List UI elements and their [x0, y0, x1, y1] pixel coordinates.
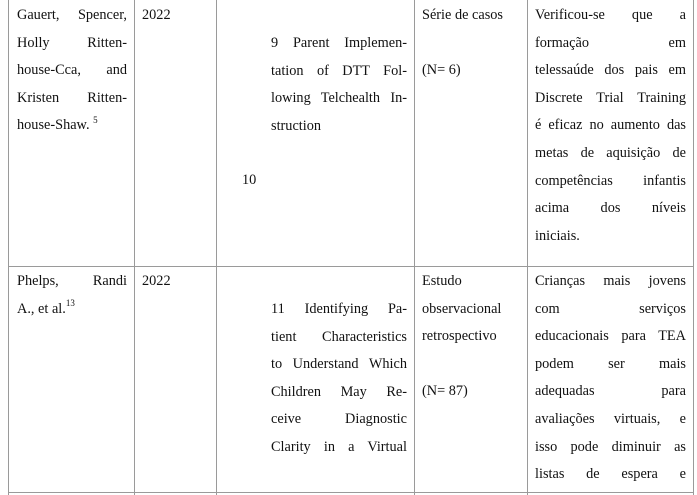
result-line: listas de espera e: [535, 466, 686, 483]
result-line: adequadas para: [535, 383, 686, 400]
author-line: A., et al.: [17, 300, 66, 317]
title-line: tient Characteristics: [271, 328, 407, 345]
design-line: observacional: [422, 300, 502, 317]
result-cell: [535, 2, 686, 250]
year-cell: [142, 268, 171, 296]
result-line: Crianças mais jovens: [535, 273, 686, 289]
design-line: (N= 6): [422, 62, 461, 79]
row-divider: [8, 266, 693, 267]
result-line: com serviços: [535, 300, 686, 317]
column-divider: [527, 0, 528, 495]
title-cell: [271, 30, 407, 140]
author-line: Phelps, Randi: [17, 273, 127, 289]
author-cell: [17, 2, 127, 140]
column-divider: [8, 0, 9, 495]
design-line: Série de casos: [422, 7, 503, 23]
design-cell: [422, 268, 522, 406]
year-cell: [142, 2, 171, 30]
title-line: tation of DTT Fol-: [271, 62, 407, 79]
result-line: Verificou-se que a: [535, 7, 686, 23]
result-line: é eficaz no aumento das: [535, 117, 686, 134]
author-line: Gauert, Spencer,: [17, 7, 127, 23]
column-divider: [414, 0, 415, 495]
title-line: ceive Diagnostic: [271, 411, 407, 428]
result-line: acima dos níveis: [535, 200, 686, 217]
result-line: Discrete Trial Training: [535, 89, 686, 106]
column-divider: [134, 0, 135, 495]
row-divider: [8, 492, 693, 493]
reference-number: 5: [93, 114, 98, 125]
result-line: formação em: [535, 34, 686, 51]
author-line: house-Shaw.: [17, 117, 90, 134]
title-line: struction: [271, 117, 322, 134]
author-line: Holly Ritten-: [17, 34, 127, 51]
title-line: 11 Identifying Pa-: [271, 301, 407, 317]
row-number: 10: [242, 172, 257, 188]
title-line: Clarity in a Virtual: [271, 438, 407, 455]
result-line: podem ser mais: [535, 355, 686, 372]
author-line: Kristen Ritten-: [17, 89, 127, 106]
title-line: to Understand Which: [271, 356, 407, 373]
title-line: 9 Parent Implemen-: [271, 35, 407, 51]
author-cell: [17, 268, 127, 323]
author-line: house-Cca, and: [17, 62, 127, 79]
design-line: Estudo: [422, 273, 462, 289]
design-cell: [422, 2, 522, 85]
year: 2022: [142, 7, 171, 23]
year: 2022: [142, 273, 171, 289]
result-line: telessaúde dos pais em: [535, 62, 686, 79]
title-cell: [271, 296, 407, 462]
result-line: isso pode diminuir as: [535, 438, 686, 455]
result-line: metas de aquisição de: [535, 144, 686, 161]
reference-number: 13: [65, 297, 75, 308]
title-line: Children May Re-: [271, 383, 407, 400]
number-cell: [242, 167, 256, 195]
result-cell: [535, 268, 686, 489]
title-line: lowing Telchealth In-: [271, 90, 407, 107]
result-line: avaliações virtuais, e: [535, 410, 686, 427]
design-line: [422, 30, 522, 58]
design-line: (N= 87): [422, 383, 468, 400]
design-line: retrospectivo: [422, 328, 497, 345]
result-line: iniciais.: [535, 227, 580, 244]
result-line: educacionais para TEA: [535, 328, 686, 345]
column-divider: [216, 0, 217, 495]
design-line: [422, 351, 522, 379]
column-divider: [693, 0, 694, 495]
author-line-last: [17, 112, 127, 140]
author-line-last: [17, 296, 127, 324]
result-line: competências infantis: [535, 172, 686, 189]
